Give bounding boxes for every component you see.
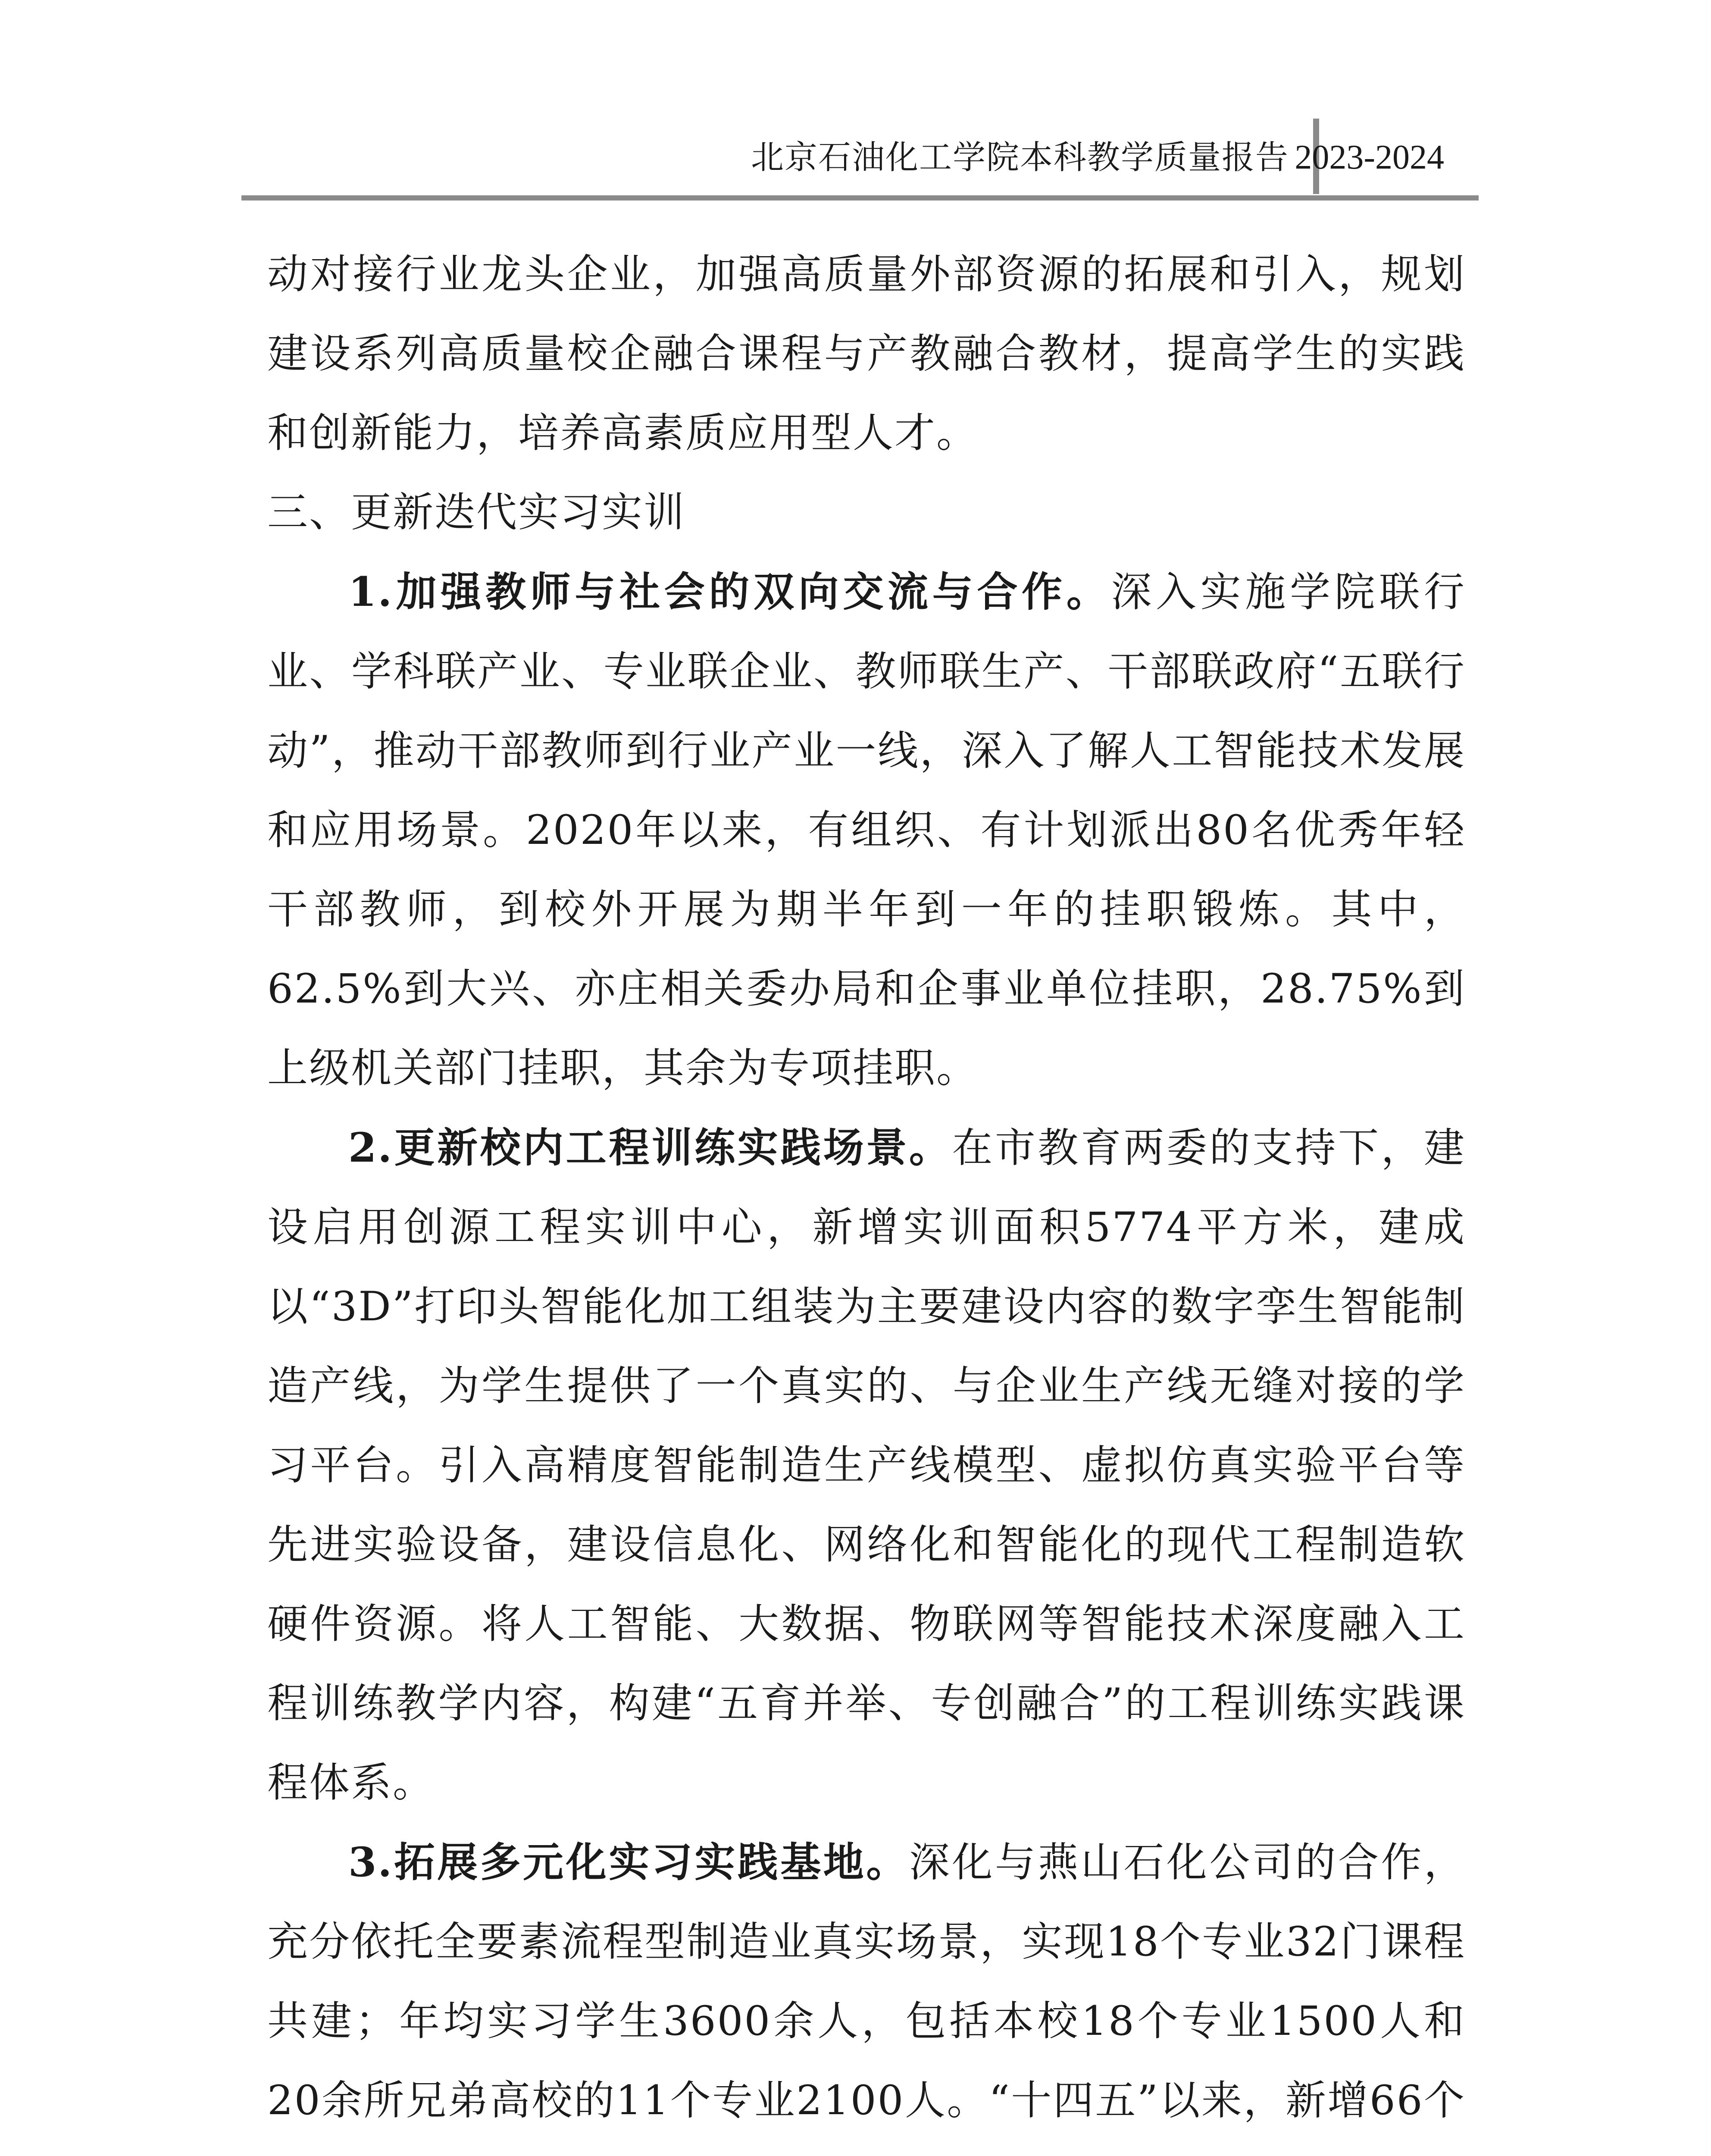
paragraph-continuation: 动对接行业龙头企业，加强高质量外部资源的拓展和引入，规划建设系列高质量校企融合课程与产教融合教材，提高学生的实践和创新能力，培养高素质应用型人才。: [267, 251, 1466, 457]
paragraph-3: [267, 1823, 1466, 2156]
paragraph-2-body: 在市教育两委的支持下，建设启用创源工程实训中心，新增实训面积5774平方米，建成以“3D”打印头智能化加工组装为主要建设内容的数字孪生智能制造产线，为学生提供了一个真实的、与企业生产线无缝对接的学习平台。引入高精度智能制造生产线模型、虚拟仿真实验平台等先进实验设备，建设信息化、网络化和智能化的现代工程制造软硬件资源。将人工智能、大数据、物联网等智能技术深度融入工程训练教学内容，构建“五育并举、专创融合”的工程训练实践课程体系。: [267, 1125, 1466, 1806]
header-rule: [241, 195, 1479, 201]
report-year: 2023-2024: [1295, 138, 1444, 176]
paragraph-3-body: 深化与燕山石化公司的合作，充分依托全要素流程型制造业真实场景，实现18个专业32门课程共建；年均实习学生3600余人，包括本校18个专业1500人和20余所兄弟高校的11个专业2100人。“十四五”以来，新增66个: [267, 1839, 1466, 2124]
document-body: [267, 235, 1466, 2156]
paragraph-2-title: 2.更新校内工程训练实践场景。: [348, 1124, 952, 1172]
paragraph-2: [267, 1108, 1466, 1823]
paragraph-1-body: 深入实施学院联行业、学科联产业、专业联企业、教师联生产、干部联政府“五联行动”，推动干部教师到行业产业一线，深入了解人工智能技术发展和应用场景。2020年以来，有组织、有计划派出80名优秀年轻干部教师，到校外开展为期半年到一年的挂职锻炼。其中，62.5%到大兴、亦庄相关委办局和企事业单位挂职，28.75%到上级机关部门挂职，其余为专项挂职。: [267, 569, 1466, 1092]
paragraph-1: [267, 552, 1466, 1108]
paragraph-1-title: 1.加强教师与社会的双向交流与合作。: [348, 568, 1111, 616]
report-title: 北京石油化工学院本科教学质量报告: [751, 138, 1289, 176]
page-header: [241, 108, 1479, 201]
section-heading: 三、更新迭代实习实训: [267, 489, 686, 536]
paragraph-3-title: 3.拓展多元化实习实践基地。: [348, 1839, 909, 1886]
